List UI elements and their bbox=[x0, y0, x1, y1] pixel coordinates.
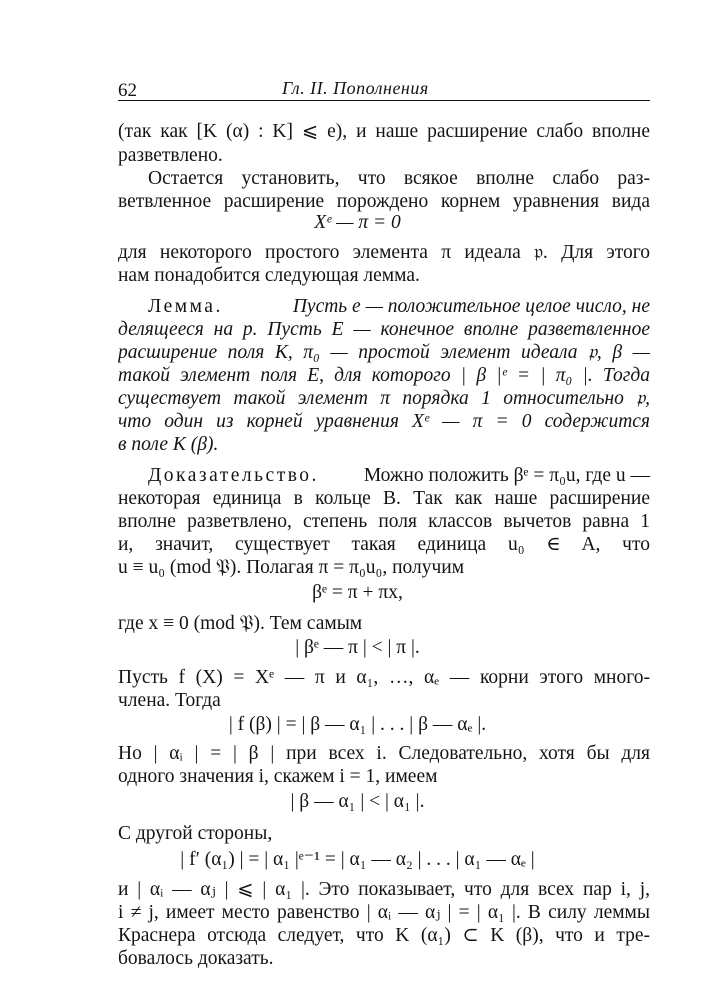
equation-text: | βᵉ — π | < | π |. bbox=[295, 637, 420, 658]
text-line: разветвлено. bbox=[118, 145, 223, 166]
text-line: и, значит, существует такая единица u₀ ∈ A, что bbox=[118, 534, 650, 555]
text-line: вполне разветвлено, степень поля классов вычетов равна 1 bbox=[118, 511, 650, 532]
equation-text: | f′ (α₁) | = | α₁ |ᵉ⁻¹ = | α₁ — α₂ | . . . | α₁ — αₑ | bbox=[180, 849, 535, 870]
text-line: бовалось доказать. bbox=[118, 948, 274, 969]
proof-first-line bbox=[148, 464, 650, 488]
lemma-first-line bbox=[148, 295, 650, 319]
text-line: одного значения i, скажем i = 1, имеем bbox=[118, 766, 438, 787]
text-line: Пусть f (X) = Xᵉ — π и α₁, …, αₑ — корни этого много- bbox=[118, 667, 650, 688]
text-line: Остается установить, что всякое вполне слабо раз- bbox=[148, 168, 650, 189]
equation-text: βᵉ = π + πx, bbox=[312, 582, 403, 603]
text-line: Краснера отсюда следует, что K (α₁) ⊂ K (β), что и тре- bbox=[118, 925, 650, 946]
equation bbox=[0, 211, 715, 235]
lemma-heading: Лемма. bbox=[148, 296, 223, 317]
equation bbox=[0, 581, 715, 605]
running-title: Гл. II. Пополнения bbox=[282, 78, 429, 98]
text-line: делящееся на p. Пусть E — конечное вполне разветвленное bbox=[118, 319, 650, 340]
header-rule bbox=[118, 100, 650, 101]
text-line: что один из корней уравнения Xᵉ — π = 0 содержится bbox=[118, 411, 650, 432]
text-line: где x ≡ 0 (mod 𝔓). Тем самым bbox=[118, 613, 363, 634]
text-line: такой элемент поля E, для которого | β |ᵉ = | π₀ |. Тогда bbox=[118, 365, 650, 386]
proof-heading: Доказательство. bbox=[148, 465, 319, 486]
text-line: в поле K (β). bbox=[118, 434, 219, 455]
text-line: для некоторого простого элемента π идеала 𝔭. Для этого bbox=[118, 242, 650, 263]
equation-text: | β — α₁ | < | α₁ |. bbox=[290, 791, 425, 812]
text-line: члена. Тогда bbox=[118, 690, 221, 711]
text-line: Пусть e — положительное целое число, не bbox=[292, 296, 650, 317]
text-line: Но | αᵢ | = | β | при всех i. Следовательно, хотя бы для bbox=[118, 743, 650, 764]
text-line: u ≡ u₀ (mod 𝔓). Полагая π = π₀u₀, получим bbox=[118, 557, 465, 578]
text-line: нам понадобится следующая лемма. bbox=[118, 265, 420, 286]
equation-text: | f (β) | = | β — α₁ | . . . | β — αₑ |. bbox=[228, 714, 487, 735]
equation bbox=[0, 713, 715, 737]
text-line: и | αᵢ — αⱼ | ⩽ | α₁ |. Это показывает, что для всех пар i, j, bbox=[118, 879, 650, 900]
page-number: 62 bbox=[118, 80, 137, 101]
equation bbox=[0, 790, 715, 814]
equation bbox=[0, 848, 715, 872]
text-line: расширение поля K, π₀ — простой элемент идеала 𝔭, β — bbox=[118, 342, 650, 363]
text-line: (так как [K (α) : K] ⩽ e), и наше расширение слабо вполне bbox=[118, 121, 650, 142]
text-line: существует такой элемент π порядка 1 относительно 𝔭, bbox=[118, 388, 650, 409]
text-line: ветвленное расширение порождено корнем уравнения вида bbox=[118, 191, 650, 212]
text-line: С другой стороны, bbox=[118, 823, 273, 844]
equation bbox=[0, 636, 715, 660]
text-line: Можно положить βᵉ = π₀u, где u — bbox=[363, 465, 650, 486]
text-line: некоторая единица в кольце B. Так как наше расширение bbox=[118, 488, 650, 509]
text-line: i ≠ j, имеет место равенство | αᵢ — αⱼ | = | α₁ |. В силу леммы bbox=[118, 902, 650, 923]
equation-text: Xᵉ — π = 0 bbox=[314, 212, 401, 233]
